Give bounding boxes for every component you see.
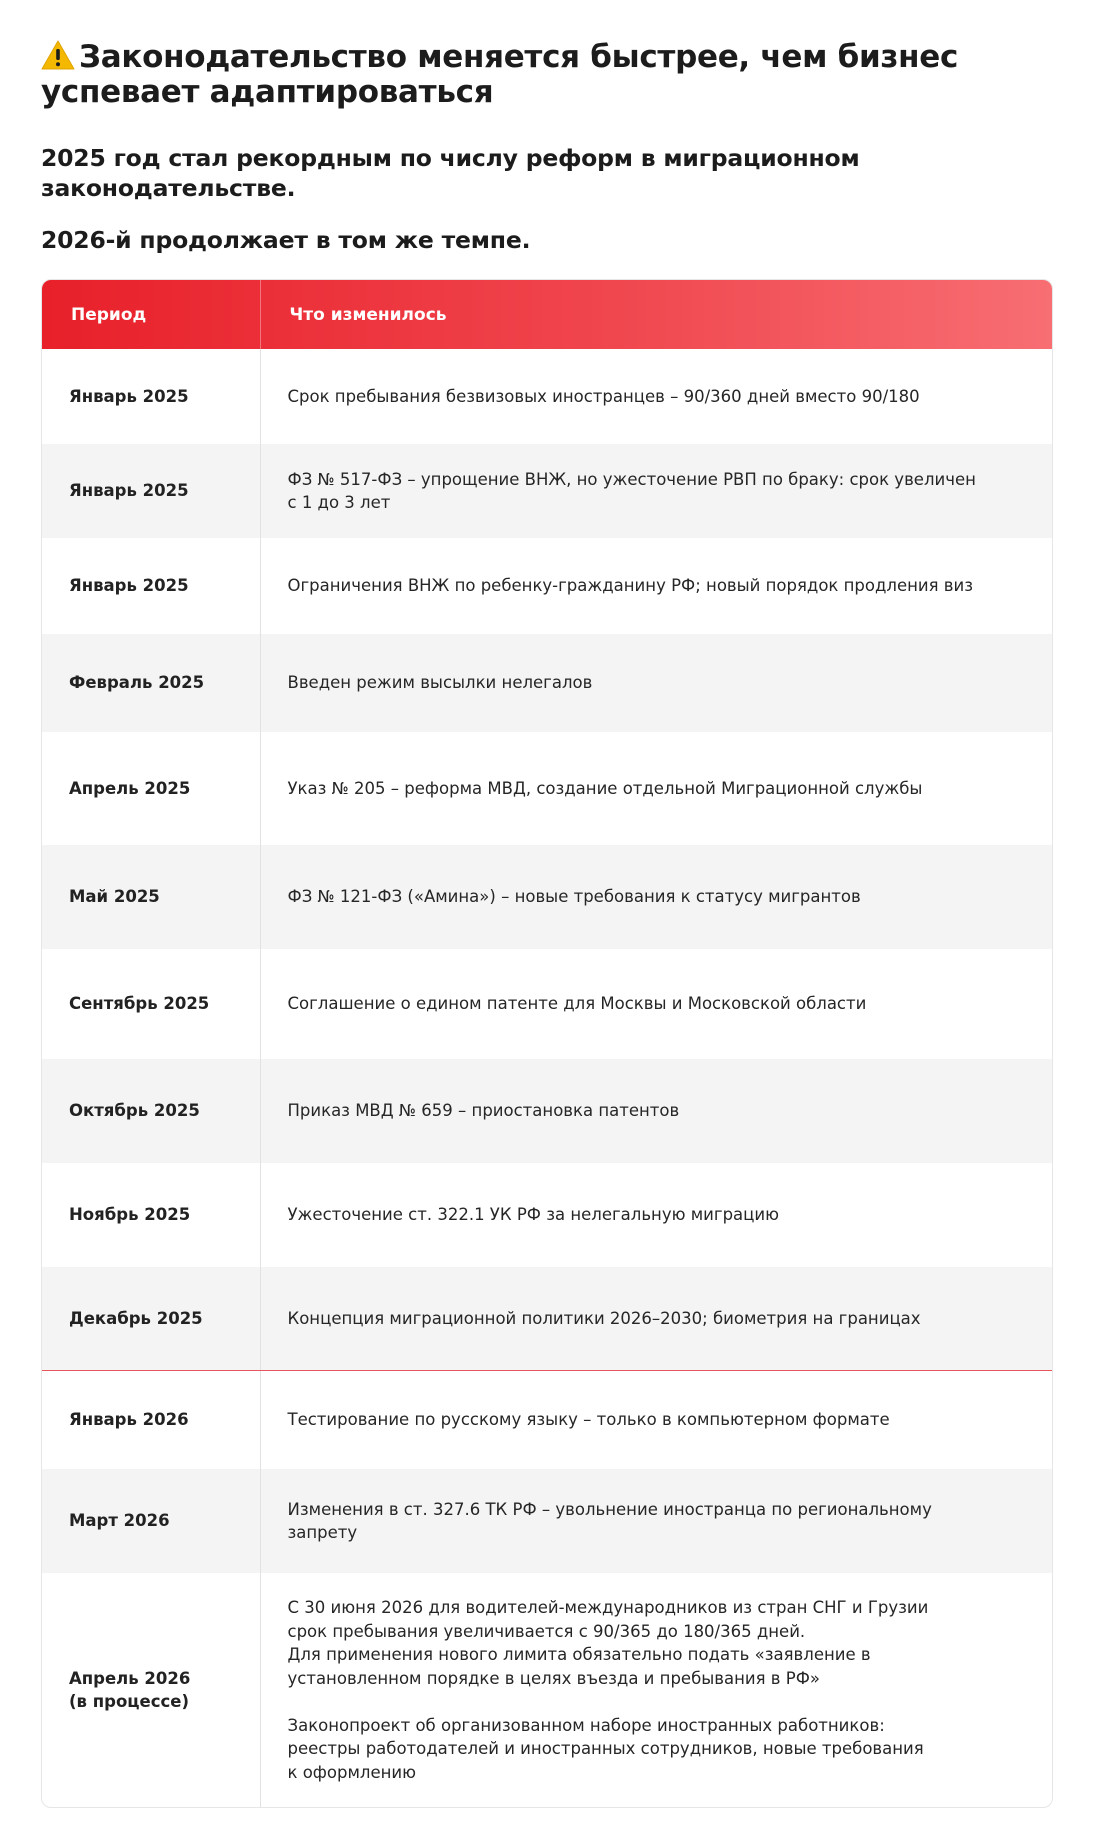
warning-icon xyxy=(41,40,75,70)
page-title xyxy=(41,40,1051,110)
period-cell: Октябрь 2025 xyxy=(42,1059,260,1163)
period-cell: Май 2025 xyxy=(42,845,260,949)
period-cell: Апрель 2025 xyxy=(42,732,260,845)
table-header-row xyxy=(42,280,1052,349)
lead-paragraph-1: 2025 год стал рекордным по числу реформ в миграционном законодательстве. xyxy=(41,144,860,202)
period-cell: Февраль 2025 xyxy=(42,634,260,732)
table-row xyxy=(42,845,1052,949)
change-cell: Соглашение о едином патенте для Москвы и Московской области xyxy=(287,994,867,1014)
table-row xyxy=(42,634,1052,732)
period-cell: Март 2026 xyxy=(42,1469,260,1573)
table-row xyxy=(42,1059,1052,1163)
lead-paragraph-2: 2026-й продолжает в том же темпе. xyxy=(41,226,531,254)
table-row xyxy=(42,1469,1052,1573)
period-cell: Январь 2026 xyxy=(42,1370,260,1469)
table-row xyxy=(42,349,1052,444)
period-cell: Апрель 2026 (в процессе) xyxy=(42,1573,260,1807)
period-cell: Январь 2025 xyxy=(42,538,260,634)
change-cell: С 30 июня 2026 для водителей-международников из стран СНГ и Грузии срок пребывания увеличивается с 90/365 до 180/365 дней. Для применения нового лимита обязательно подать «заявление в установленном порядке в целях въезда и пребывания в РФ» Законопроект об организованном наборе иностранных работников: реестры работодателей и иностранных сотрудников, новые требования к оформлению xyxy=(287,1598,929,1782)
change-cell: Приказ МВД № 659 – приостановка патентов xyxy=(287,1101,680,1121)
change-cell: Ограничения ВНЖ по ребенку-гражданину РФ; новый порядок продления виз xyxy=(287,576,973,596)
table-row xyxy=(42,1163,1052,1267)
period-cell: Сентябрь 2025 xyxy=(42,949,260,1059)
table-row xyxy=(42,1573,1052,1807)
change-cell: Введен режим высылки нелегалов xyxy=(287,673,593,693)
change-cell: ФЗ № 121-ФЗ («Амина») – новые требования к статусу мигрантов xyxy=(287,887,861,907)
table-row xyxy=(42,949,1052,1059)
change-cell: Ужесточение ст. 322.1 УК РФ за нелегальную миграцию xyxy=(287,1205,779,1225)
table-row xyxy=(42,1267,1052,1370)
change-cell: Изменения в ст. 327.6 ТК РФ – увольнение иностранца по региональному запрету xyxy=(287,1499,932,1542)
column-header-period: Период xyxy=(42,280,260,349)
page-title-text: Законодательство меняется быстрее, чем бизнес успевает адаптироваться xyxy=(41,39,959,110)
column-header-change: Что изменилось xyxy=(289,304,447,325)
table-row xyxy=(42,538,1052,634)
article-header xyxy=(41,40,1051,255)
period-cell: Ноябрь 2025 xyxy=(42,1163,260,1267)
change-cell: Концепция миграционной политики 2026–2030; биометрия на границах xyxy=(260,1267,1052,1370)
table-row xyxy=(42,732,1052,845)
changes-table xyxy=(41,279,1053,1808)
change-cell: Указ № 205 – реформа МВД, создание отдельной Миграционной службы xyxy=(287,778,923,798)
change-cell: ФЗ № 517-ФЗ – упрощение ВНЖ, но ужесточение РВП по браку: срок увеличен с 1 до 3 лет xyxy=(287,469,976,512)
change-cell: Тестирование по русскому языку – только в компьютерном формате xyxy=(287,1410,890,1429)
period-cell: Декабрь 2025 xyxy=(42,1267,260,1370)
table-row xyxy=(42,444,1052,538)
change-cell: Срок пребывания безвизовых иностранцев – 90/360 дней вместо 90/180 xyxy=(287,386,920,406)
period-cell: Январь 2025 xyxy=(42,444,260,538)
period-cell: Январь 2025 xyxy=(42,349,260,444)
table-row xyxy=(42,1370,1052,1469)
